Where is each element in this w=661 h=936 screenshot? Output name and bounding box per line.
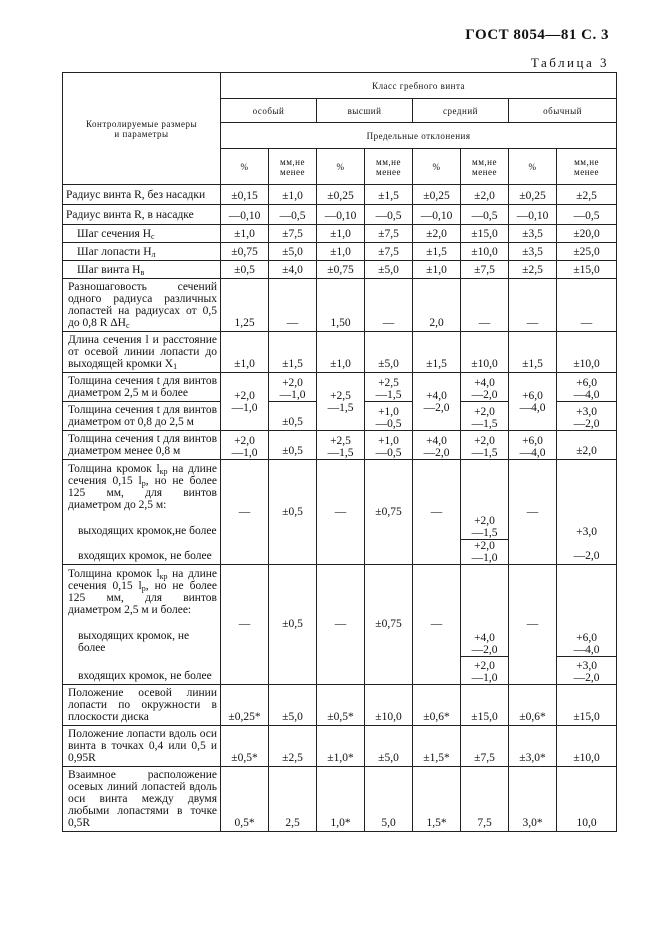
cell: —0,5 [461, 205, 509, 225]
cell: +3,0 —2,0 [557, 402, 617, 431]
cell: +2,0 —1,5 [461, 460, 509, 540]
cell: — [269, 279, 317, 332]
incoming-edge-label: входящих кромок, не более [63, 656, 221, 684]
mm-header: мм,не менее [461, 149, 509, 185]
cell: — [365, 279, 413, 332]
cell: ±2,0 [413, 225, 461, 243]
class-medium: средний [413, 99, 509, 123]
row-label: Разношаговость сечений одного радиуса различных лопастей на радиусах от 0,5 до 0,8 R $\Delta H_с$ [63, 279, 221, 332]
cell: ±7,5 [461, 725, 509, 766]
table-row [63, 205, 617, 225]
cell: —0,10 [509, 205, 557, 225]
table-row [63, 565, 617, 657]
row-label: Положение лопасти вдоль оси винта в точках 0,4 или 0,5 и 0,95R [63, 725, 221, 766]
cell: — [317, 460, 365, 565]
class-special: особый [221, 99, 317, 123]
cell: ±0,6* [509, 684, 557, 725]
cell: 0,5* [221, 766, 269, 831]
cell: +6,0 —4,0 [557, 565, 617, 657]
page-header: ГОСТ 8054—81 С. 3 [465, 27, 609, 43]
cell: +6,0 —4,0 [557, 373, 617, 402]
cell: — [509, 565, 557, 685]
cell: +2,5 —1,5 [317, 373, 365, 431]
tolerance-table [62, 72, 617, 832]
cell: ±0,5 [269, 402, 317, 431]
cell: +6,0 —4,0 [509, 431, 557, 460]
cell: ±0,75 [365, 565, 413, 685]
param-header: Контролируемые размеры и параметры [63, 73, 221, 185]
row-label: Шаг лопасти $H_л$ [63, 243, 221, 261]
cell: — [413, 565, 461, 685]
cell: ±7,5 [365, 225, 413, 243]
cell: +4,0 —2,0 [461, 565, 509, 657]
pct-header: % [509, 149, 557, 185]
cell: ±0,5* [221, 725, 269, 766]
cell: ±1,5 [413, 332, 461, 373]
cell: ±1,5 [269, 332, 317, 373]
cell: ±15,0 [557, 684, 617, 725]
cell: ±1,0 [317, 332, 365, 373]
cell: ±1,5 [365, 185, 413, 205]
table-row [63, 431, 617, 460]
cell: ±4,0 [269, 261, 317, 279]
cell: ±1,5 [509, 332, 557, 373]
cell: ±15,0 [461, 225, 509, 243]
mm-header: мм,не менее [269, 149, 317, 185]
cell: ±20,0 [557, 225, 617, 243]
cell: +3,0 —2,0 [557, 656, 617, 684]
deviations-header: Предельные отклонения [221, 123, 617, 149]
class-header: Класс гребного винта [221, 73, 617, 99]
table-row [63, 243, 617, 261]
cell: ±2,0 [557, 431, 617, 460]
cell: — [461, 279, 509, 332]
mm-header: мм,не менее [365, 149, 413, 185]
cell: ±0,25* [221, 684, 269, 725]
cell: —2,0 [557, 540, 617, 565]
cell: +4,0 —2,0 [413, 431, 461, 460]
cell: +2,0 —1,5 [461, 431, 509, 460]
cell: 3,0* [509, 766, 557, 831]
table-row [63, 725, 617, 766]
row-label: Шаг сечения $H_с$ [63, 225, 221, 243]
outgoing-edge-label: выходящих кромок, не более [78, 630, 190, 654]
cell: 10,0 [557, 766, 617, 831]
row-label: Длина сечения l и расстояние от осевой линии лопасти до выходящей кромки $X_1$ [63, 332, 221, 373]
cell: 5,0 [365, 766, 413, 831]
cell: 7,5 [461, 766, 509, 831]
cell: +2,5 —1,5 [317, 431, 365, 460]
row-label: Толщина кромок $l_{кр}$ на длине сечения 0,15 $l_р$, но не более 125 мм, для винтов диаметром 2,5 м и более: выходящих кромок, не более [63, 565, 221, 657]
cell: ±0,5 [269, 431, 317, 460]
cell: ±10,0 [365, 684, 413, 725]
cell: —0,5 [557, 205, 617, 225]
cell: ±0,75 [317, 261, 365, 279]
cell: — [317, 565, 365, 685]
cell: +2,0 —1,0 [461, 540, 509, 565]
cell: ±2,5 [269, 725, 317, 766]
table-row [63, 261, 617, 279]
cell: ±0,5 [269, 565, 317, 685]
row-label: Взаимное расположение осевых линий лопастей вдоль оси винта между двумя любыми лопастями в точке 0,5R [63, 766, 221, 831]
cell: ±0,5 [221, 261, 269, 279]
cell: +2,5 —1,5 [365, 373, 413, 402]
row-label: Радиус винта R, без насадки [63, 185, 221, 205]
row-label: Радиус винта R, в насадке [63, 205, 221, 225]
cell: +2,0 —1,5 [461, 402, 509, 431]
table-row [63, 766, 617, 831]
cell: +3,0 [557, 460, 617, 540]
cell: ±1,5* [413, 725, 461, 766]
cell: ±5,0 [269, 243, 317, 261]
table-row [63, 332, 617, 373]
cell: ±0,25 [509, 185, 557, 205]
cell: ±5,0 [365, 725, 413, 766]
table-row [63, 460, 617, 540]
pct-header: % [221, 149, 269, 185]
cell: —0,10 [317, 205, 365, 225]
cell: ±15,0 [557, 261, 617, 279]
cell: +4,0 —2,0 [413, 373, 461, 431]
mm-header: мм,не менее [557, 149, 617, 185]
cell: ±1,0 [221, 332, 269, 373]
cell: ±7,5 [365, 243, 413, 261]
cell: —0,5 [365, 205, 413, 225]
class-highest: высший [317, 99, 413, 123]
cell: — [557, 279, 617, 332]
cell: ±0,15 [221, 185, 269, 205]
row-label: Толщина сечения t для винтов диаметром менее 0,8 м [63, 431, 221, 460]
cell: ±0,75 [221, 243, 269, 261]
cell: 1,5* [413, 766, 461, 831]
row-label: Толщина сечения t для винтов диаметром 2,5 м и более [63, 373, 221, 402]
cell: ±10,0 [461, 332, 509, 373]
cell: — [413, 460, 461, 565]
table-row [63, 185, 617, 205]
cell: +1,0 —0,5 [365, 431, 413, 460]
cell: ±0,5 [269, 460, 317, 565]
table-label: Таблица 3 [530, 55, 609, 70]
cell: ±1,0 [317, 243, 365, 261]
cell: ±0,25 [413, 185, 461, 205]
cell: ±15,0 [461, 684, 509, 725]
cell: 1,50 [317, 279, 365, 332]
cell: +2,0 —1,0 [269, 373, 317, 402]
cell: ±5,0 [365, 261, 413, 279]
cell: ±5,0 [365, 332, 413, 373]
cell: ±3,0* [509, 725, 557, 766]
cell: +2,0 —1,0 [221, 373, 269, 431]
cell: 2,0 [413, 279, 461, 332]
cell: ±5,0 [269, 684, 317, 725]
incoming-edge-label: входящих кромок, не более [63, 540, 221, 565]
cell: ±10,0 [557, 725, 617, 766]
cell: ±3,5 [509, 243, 557, 261]
table-row [63, 279, 617, 332]
pct-header: % [317, 149, 365, 185]
cell: ±7,5 [461, 261, 509, 279]
table-row [63, 225, 617, 243]
cell: ±1,0 [317, 225, 365, 243]
cell: — [509, 279, 557, 332]
cell: ±1,0 [269, 185, 317, 205]
cell: +1,0 —0,5 [365, 402, 413, 431]
cell: ±10,0 [557, 332, 617, 373]
cell: ±0,6* [413, 684, 461, 725]
cell: ±3,5 [509, 225, 557, 243]
cell: +6,0 —4,0 [509, 373, 557, 431]
cell: ±2,0 [461, 185, 509, 205]
cell: —0,10 [413, 205, 461, 225]
cell: ±25,0 [557, 243, 617, 261]
cell: +4,0 —2,0 [461, 373, 509, 402]
cell: ±2,5 [509, 261, 557, 279]
cell: ±7,5 [269, 225, 317, 243]
cell: —0,10 [221, 205, 269, 225]
cell: ±0,5* [317, 684, 365, 725]
row-label: Толщина сечения t для винтов диаметром от 0,8 до 2,5 м [63, 402, 221, 431]
cell: 1,0* [317, 766, 365, 831]
cell: ±1,0 [221, 225, 269, 243]
pct-header: % [413, 149, 461, 185]
cell: ±0,25 [317, 185, 365, 205]
cell: —0,5 [269, 205, 317, 225]
cell: ±2,5 [557, 185, 617, 205]
cell: ±1,0 [413, 261, 461, 279]
outgoing-edge-label: выходящих кромок,не более [78, 525, 217, 537]
cell: — [509, 460, 557, 565]
cell: 2,5 [269, 766, 317, 831]
cell: ±1,5 [413, 243, 461, 261]
class-ordinary: обычный [509, 99, 617, 123]
cell: +2,0 —1,0 [221, 431, 269, 460]
cell: +2,0 —1,0 [461, 656, 509, 684]
row-label: Положение осевой линии лопасти по окружности в плоскости диска [63, 684, 221, 725]
row-label: Шаг винта $H_в$ [63, 261, 221, 279]
cell: ±1,0* [317, 725, 365, 766]
table-row [63, 684, 617, 725]
cell: ±10,0 [461, 243, 509, 261]
cell: 1,25 [221, 279, 269, 332]
cell: — [221, 565, 269, 685]
cell: ±0,75 [365, 460, 413, 565]
table-row [63, 373, 617, 402]
cell: — [221, 460, 269, 565]
row-label: Толщина кромок $l_{кр}$ на длине сечения 0,15 $l_р$, но не более 125 мм, для винтов диаметром до 2,5 м: выходящих кромок,не более [63, 460, 221, 540]
